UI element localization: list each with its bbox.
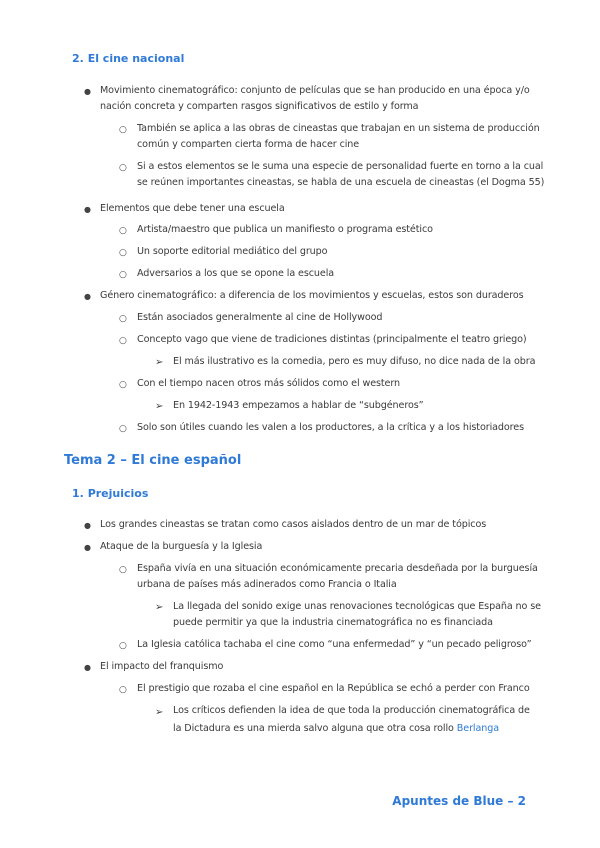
bullet-circle: ○ bbox=[119, 248, 127, 258]
bullet-circle: ○ bbox=[119, 336, 127, 346]
bullet-circle: ○ bbox=[119, 565, 127, 575]
list-item-text: Movimiento cinematográfico: conjunto de películas que se han producido en una época y/o bbox=[100, 85, 530, 96]
list-item-text: urbana de países más adinerados como Francia o Italia bbox=[137, 579, 397, 590]
section-title: Prejuicios bbox=[87, 487, 149, 500]
section-heading-prejuicios bbox=[72, 487, 148, 500]
chapter-heading: Tema 2 – El cine español bbox=[64, 453, 242, 468]
list-item-text: España vivía en una situación económicamente precaria desdeñada por la burguesía bbox=[137, 563, 538, 574]
list-item-text: nación concreta y comparten rasgos significativos de estilo y forma bbox=[100, 101, 419, 112]
list-item-text: común y comparten cierta forma de hacer cine bbox=[137, 139, 360, 150]
section-number: 2. bbox=[72, 52, 84, 65]
bullet-circle: ○ bbox=[119, 314, 127, 324]
list-item-text: Elementos que debe tener una escuela bbox=[100, 203, 285, 214]
bullet-disc: ● bbox=[84, 205, 91, 214]
list-item-text: El más ilustrativo es la comedia, pero es muy difuso, no dice nada de la obra bbox=[173, 356, 536, 367]
list-item-text: Con el tiempo nacen otros más sólidos como el western bbox=[137, 378, 401, 389]
bullet-circle: ○ bbox=[119, 270, 127, 280]
list-item-text: la Dictadura es una mierda salvo alguna que otra cosa rollo bbox=[173, 723, 454, 734]
list-item-text: puede permitir ya que la industria cinematográfica no es financiada bbox=[173, 617, 493, 628]
bullet-disc: ● bbox=[84, 663, 91, 672]
bullet-disc: ● bbox=[84, 87, 91, 96]
list-item-text: Género cinematográfico: a diferencia de los movimientos y escuelas, estos son duraderos bbox=[100, 290, 524, 301]
bullet-circle: ○ bbox=[119, 380, 127, 390]
list-item-text: Adversarios a los que se opone la escuela bbox=[137, 268, 335, 279]
list-item-text: También se aplica a las obras de cineastas que trabajan en un sistema de producción bbox=[137, 123, 540, 134]
list-item-text: La Iglesia católica tachaba el cine como “una enfermedad” y “un pecado peligroso” bbox=[137, 639, 532, 650]
berlanga-link[interactable]: Berlanga bbox=[456, 723, 500, 734]
bullet-disc: ● bbox=[84, 292, 91, 301]
list-item-text: Si a estos elementos se le suma una especie de personalidad fuerte en torno a la cual bbox=[137, 161, 544, 172]
section-number: 1. bbox=[72, 487, 84, 500]
list-item-text: Están asociados generalmente al cine de Hollywood bbox=[137, 312, 383, 323]
list-item-text: El prestigio que rozaba el cine español en la República se echó a perder con Franco bbox=[137, 683, 530, 694]
bullet-circle: ○ bbox=[119, 125, 127, 135]
page-footer: Apuntes de Blue – 2 bbox=[392, 794, 526, 808]
list-item-text: Los grandes cineastas se tratan como casos aislados dentro de un mar de tópicos bbox=[100, 519, 487, 530]
list-item-text: Ataque de la burguesía y la Iglesia bbox=[100, 541, 263, 552]
bullet-arrow: ➢ bbox=[155, 602, 164, 613]
bullet-circle: ○ bbox=[119, 226, 127, 236]
list-item-text: La llegada del sonido exige unas renovaciones tecnológicas que España no se bbox=[173, 601, 541, 612]
list-item-text: Solo son útiles cuando les valen a los productores, a la crítica y a los historiadores bbox=[137, 422, 525, 433]
bullet-circle: ○ bbox=[119, 163, 127, 173]
list-item-text: Un soporte editorial mediático del grupo bbox=[137, 246, 328, 257]
bullet-circle: ○ bbox=[119, 424, 127, 434]
bullet-arrow: ➢ bbox=[155, 357, 164, 368]
bullet-circle: ○ bbox=[119, 685, 127, 695]
list-item-text: El impacto del franquismo bbox=[100, 661, 224, 672]
section-title: El cine nacional bbox=[87, 52, 185, 65]
list-item-text: En 1942-1943 empezamos a hablar de “subgéneros” bbox=[173, 400, 424, 411]
bullet-arrow: ➢ bbox=[155, 707, 164, 718]
bullet-disc: ● bbox=[84, 543, 91, 552]
bullet-arrow: ➢ bbox=[155, 401, 164, 412]
section-heading-cine-nacional bbox=[72, 52, 184, 65]
list-item-text: Los críticos defienden la idea de que toda la producción cinematográfica de bbox=[173, 705, 530, 716]
list-item-text: se reúnen importantes cineastas, se habla de una escuela de cineastas (el Dogma 55) bbox=[137, 177, 545, 188]
list-item-text: Artista/maestro que publica un manifiesto o programa estético bbox=[137, 224, 433, 235]
list-item-text-with-link bbox=[173, 718, 499, 740]
list-item-text: Concepto vago que viene de tradiciones distintas (principalmente el teatro griego) bbox=[137, 334, 527, 345]
bullet-circle: ○ bbox=[119, 641, 127, 651]
bullet-disc: ● bbox=[84, 521, 91, 530]
